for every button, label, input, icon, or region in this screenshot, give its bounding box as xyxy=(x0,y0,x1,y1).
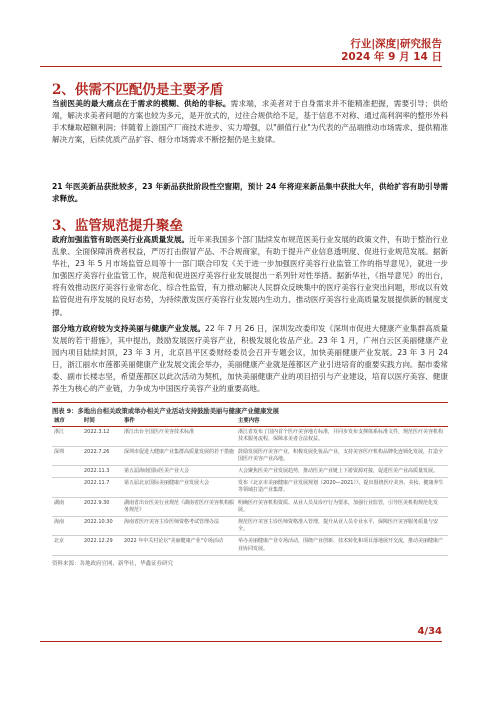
section-3-lead-2: 部分地方政府较为支持美丽与健康产业发展。 xyxy=(52,324,205,333)
page-number: 4/34 xyxy=(417,626,442,637)
table-cell: 海南 xyxy=(52,517,82,536)
table-cell: 大会聚焦医美产业发展趋势，推动医美产业链上下游资源对接，促进医美产业高质量发展。 xyxy=(236,466,448,478)
section-2-paragraph-2 xyxy=(52,181,448,205)
report-date: 2024 年 9 月 14 日 xyxy=(341,51,442,63)
table-cell: 2022.3.12 xyxy=(82,427,122,446)
table-cell: 2022.9.30 xyxy=(82,497,122,516)
table-header-cell: 时间 xyxy=(82,417,122,427)
table-cell: 北京 xyxy=(52,536,82,555)
table-cell: 2022.11.3 xyxy=(82,466,122,478)
section-3-body-2: 22 年 7 月 26 日，深圳发改委印发《深圳市促进大健康产业集群高质量发展的若干措施》，其中提出，鼓励发展医疗美容产业，积极发展化妆品产业。23 年 1 月，广州白云区美丽健康产业园内项目陆续封顶，23 年 3 月，北京昌平区委财经委员会召开专题会议，加快美丽健康产业发展。23 年 3 月 24 日，浙江丽水市莲都美丽健康产业发展交流会举办，美丽健康产业就是莲都区产业引进培育的重要实践方向。据市委常委、副市长楼志坚，希望莲都区以此次活动为契机，加快美丽健康产业的项目招引与产业建设，培育以医疗美容、健康养生为核心的产业链，力争成为中国医疗美容产业的重要高地。 xyxy=(52,324,448,394)
table-cell: 明确医疗美容机构资质、从业人员及诊疗行为要求，加强行业监管，引导医美机构规范化发展。 xyxy=(236,497,448,516)
report-header xyxy=(341,38,442,64)
table-header-cell: 主要内容 xyxy=(236,417,448,427)
table-cell: 2022 年中关村论坛"美丽健康产业"专场活动 xyxy=(122,536,236,555)
table-cell: 2022.10.30 xyxy=(82,517,122,536)
figure-title: 图表 9：多地出台相关政策或举办相关产业活动支持鼓励美丽与健康产业健康发展 xyxy=(52,402,448,415)
table-cell: 2022.12.29 xyxy=(82,536,122,555)
section-3-paragraph-2 xyxy=(52,323,448,396)
table-row xyxy=(52,466,448,478)
table-cell: 海南省医疗美容主诊医师资格考试管理办法 xyxy=(122,517,236,536)
table-cell: 第五届海南国际医美产业大会 xyxy=(122,466,236,478)
footer-divider xyxy=(40,641,442,642)
table-header-row xyxy=(52,417,448,427)
table-cell: 浙江出台全国医疗美容技术标准 xyxy=(122,427,236,446)
table-cell: 发布《北京市美丽健康产业发展规划（2020—2021）》，提出围绕医疗美容、美妆、健康养生等领域打造产业集群。 xyxy=(236,478,448,497)
policy-table xyxy=(52,417,448,556)
table-cell: 浙江省发布了国内首个医疗美容地方标准，并同步发布支撑体系标准文件，规范医疗美容机构技术服务流程，保障求美者合法权益。 xyxy=(236,427,448,446)
table-header-cell: 事件 xyxy=(122,417,236,427)
source-note: 资料来源：各地政府官网，新华社，华鑫证券研究 xyxy=(52,561,174,567)
section-2-title: 2、供需不匹配仍是主要矛盾 xyxy=(52,82,224,98)
section-2-paragraph-1 xyxy=(52,98,448,146)
header-divider xyxy=(40,66,442,67)
table-cell: 鼓励发展医疗美容产业，积极发展化妆品产业，支持美容医疗机构品牌化连锁化发展，打造全国医疗美容产业高地。 xyxy=(236,446,448,465)
section-3-paragraph-1 xyxy=(52,234,448,319)
table-cell: 2022.11.7 xyxy=(82,478,122,497)
table-row xyxy=(52,536,448,555)
table-cell: 第五届北京国际美丽健康产业发展大会 xyxy=(122,478,236,497)
table-row xyxy=(52,517,448,536)
section-2-body: 需求端，求美者对于自身需求并不能精准把握，需要引导；供给端，解决求美者问题的方案也较为多元，是开放式的，过往合规供给不足，基于信息不对称、通过高利润率的整形外科手术赚取超额利润；伴随着上游国产厂商技术进步、实力增强，以"颜值行业"为代表的产品端推动市场需求、提供精准解决方案，后续优质产品扩容、细分市场需求不断挖掘仍是主旋律。 xyxy=(52,99,449,145)
table-cell: 湖南 xyxy=(52,497,82,516)
table-row xyxy=(52,446,448,465)
report-type: 行业|深度|研究报告 xyxy=(350,38,442,50)
table-cell: 深圳市促进大健康产业集群高质量发展的若干措施 xyxy=(122,446,236,465)
table-row xyxy=(52,497,448,516)
section-2-lead: 当前医美的最大痛点在于需求的模糊、供给的非标。 xyxy=(52,99,231,108)
table-cell: 2022.7.26 xyxy=(82,446,122,465)
table-cell: 深圳 xyxy=(52,446,82,465)
table-cell: 规范医疗美容主诊医师资格准入管理，提升从业人员专业水平，保障医疗美容服务质量与安全。 xyxy=(236,517,448,536)
table-header-cell: 城市 xyxy=(52,417,82,427)
table-cell xyxy=(52,478,82,497)
section-3-body: 近年来我国多个部门陆续发布规范医美行业发展的政策文件，有助于整治行业乱象、全面保障消费者权益，严厉打击假冒产品、不合规商家，有助于提升产业信息透明度、促进行业规范发展。据新华社，23 年 5 月市场监管总局等十一部门联合印发《关于进一步加强医疗美容行业监管工作的指导意见》，就进一步加强医疗美容行业监管工作，规范和促进医疗美容行业发展提出一系列针对性举措。据新华社，《指导意见》的出台，将有效推动医疗美容行业常态化、综合性监管，有力推动解决人民群众反映集中的医疗美容行业突出问题，形成以有效监管促进有序发展的良好态势，为持续激发医疗美容行业发展内生动力、推动医疗美容行业高质量发展提供新的制度支撑。 xyxy=(52,235,449,317)
table-row xyxy=(52,478,448,497)
table-row xyxy=(52,427,448,446)
table-cell: 湖南省出台医美行业规范《湖南省医疗美容机构服务规范》 xyxy=(122,497,236,516)
section-2-summary: 21 年医美新品获批较多，23 年新品获批阶段性空窗期，预计 24 年将迎来新品集中获批大年，供给扩容有助引导需求释放。 xyxy=(52,182,448,204)
section-3-title: 3、监管规范提升聚垒 xyxy=(52,218,183,234)
table-cell: 举办美丽健康产业专场活动，围绕产业创新、技术转化和项目落地展开交流，推动美丽健康产业协同发展。 xyxy=(236,536,448,555)
table-cell xyxy=(52,466,82,478)
section-3-lead: 政府加强监管有助医美行业高质量发展。 xyxy=(52,235,190,244)
table-cell: 浙江 xyxy=(52,427,82,446)
